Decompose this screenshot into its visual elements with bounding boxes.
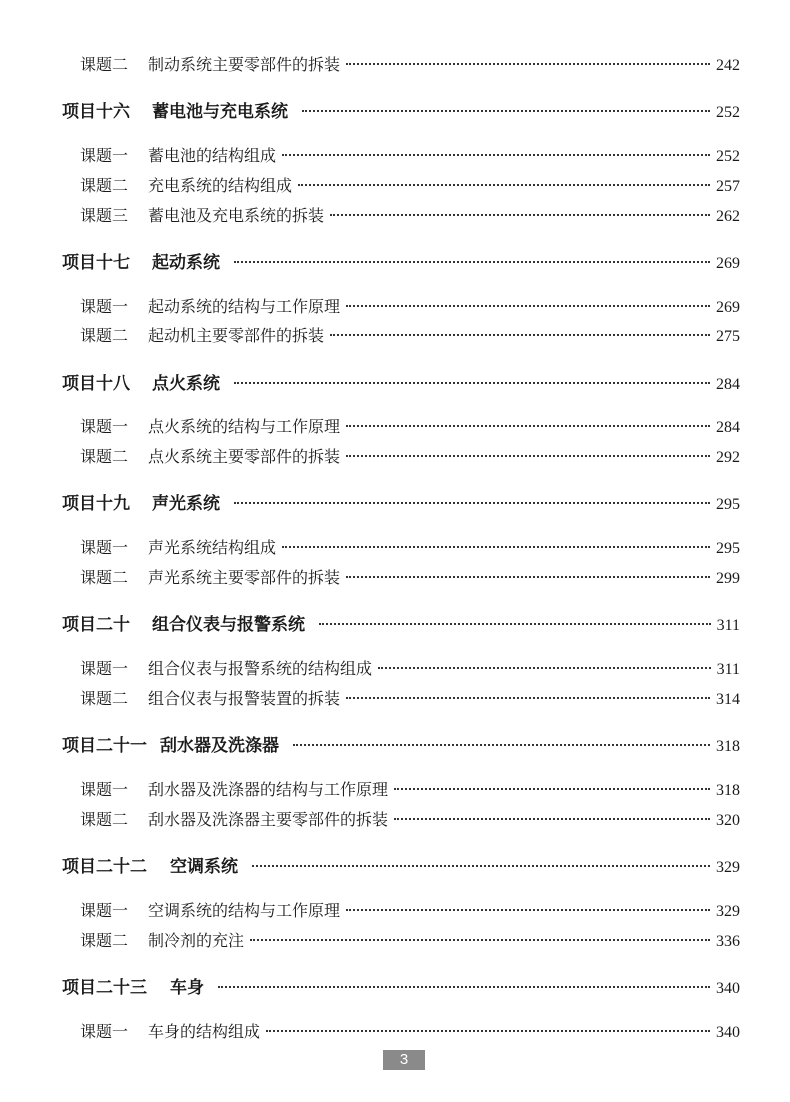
entry-title: 点火系统主要零部件的拆装 (148, 447, 341, 466)
project-title: 组合仪表与报警系统 (152, 615, 305, 635)
project-label: 项目二十二 (62, 857, 147, 877)
project-title: 起动系统 (152, 253, 220, 273)
entry-label: 课题二 (80, 931, 129, 950)
project-title: 点火系统 (152, 374, 220, 394)
entry-label: 课题一 (80, 659, 129, 678)
toc-entry[interactable] (80, 294, 740, 317)
project-label: 项目十九 (62, 494, 130, 514)
entry-page-number: 269 (716, 299, 740, 316)
dot-leader (394, 818, 710, 820)
toc-entry[interactable] (80, 928, 740, 951)
entry-title: 组合仪表与报警系统的结构组成 (148, 659, 373, 678)
entry-page-number: 336 (716, 933, 740, 950)
entry-page-number: 257 (716, 178, 740, 195)
toc-project-heading[interactable] (62, 610, 740, 635)
dot-leader (282, 154, 710, 156)
toc-project-heading[interactable] (62, 852, 740, 877)
dot-leader (346, 305, 710, 307)
project-label: 项目十六 (62, 102, 130, 122)
project-label: 项目二十一 (62, 736, 147, 756)
toc-entry[interactable] (80, 535, 740, 558)
dot-leader (293, 744, 710, 746)
entry-label: 课题三 (80, 206, 129, 225)
dot-leader (394, 788, 710, 790)
toc-project-heading[interactable] (62, 731, 740, 756)
footer-page-number: 3 (383, 1050, 425, 1070)
entry-title: 车身的结构组成 (148, 1022, 261, 1041)
toc-project-heading[interactable] (62, 489, 740, 514)
dot-leader (346, 576, 710, 578)
entry-page-number: 340 (716, 1024, 740, 1041)
dot-leader (319, 623, 711, 625)
entry-page-number: 252 (716, 104, 740, 121)
dot-leader (330, 214, 710, 216)
entry-title: 起动机主要零部件的拆装 (148, 326, 325, 345)
entry-label: 课题一 (80, 901, 129, 920)
entry-title: 充电系统的结构组成 (148, 176, 293, 195)
entry-title: 制动系统主要零部件的拆装 (148, 55, 341, 74)
entry-page-number: 314 (716, 691, 740, 708)
entry-title: 制冷剂的充注 (148, 931, 245, 950)
entry-page-number: 252 (716, 148, 740, 165)
entry-page-number: 318 (716, 782, 740, 799)
entry-title: 蓄电池及充电系统的拆装 (148, 206, 325, 225)
project-label: 项目二十 (62, 615, 130, 635)
entry-label: 课题一 (80, 1022, 129, 1041)
entry-title: 起动系统的结构与工作原理 (148, 297, 341, 316)
entry-title: 蓄电池的结构组成 (148, 146, 277, 165)
dot-leader (378, 667, 711, 669)
entry-label: 课题二 (80, 568, 129, 587)
dot-leader (346, 425, 710, 427)
entry-title: 空调系统的结构与工作原理 (148, 901, 341, 920)
toc-entry[interactable] (80, 656, 740, 679)
toc-entry[interactable] (80, 898, 740, 921)
toc-entry[interactable] (80, 1019, 740, 1042)
toc-entry[interactable] (80, 807, 740, 830)
project-title: 声光系统 (152, 494, 220, 514)
entry-page-number: 269 (716, 255, 740, 272)
dot-leader (218, 986, 710, 988)
project-label: 项目十八 (62, 374, 130, 394)
dot-leader (266, 1030, 710, 1032)
toc-project-heading[interactable] (62, 248, 740, 273)
toc-project-heading[interactable] (62, 369, 740, 394)
toc-entry[interactable] (80, 203, 740, 226)
entry-page-number: 284 (716, 376, 740, 393)
entry-label: 课题一 (80, 297, 129, 316)
entry-page-number: 295 (716, 496, 740, 513)
entry-page-number: 311 (716, 661, 740, 678)
toc-entry[interactable] (80, 444, 740, 467)
dot-leader (298, 184, 710, 186)
toc-entry[interactable] (80, 686, 740, 709)
dot-leader (346, 63, 710, 65)
entry-label: 课题一 (80, 780, 129, 799)
entry-title: 点火系统的结构与工作原理 (148, 417, 341, 436)
project-title: 刮水器及洗涤器 (160, 736, 279, 756)
entry-label: 课题一 (80, 146, 129, 165)
entry-title: 刮水器及洗涤器的结构与工作原理 (148, 780, 389, 799)
toc-entry[interactable] (80, 565, 740, 588)
entry-page-number: 299 (716, 570, 740, 587)
dot-leader (302, 110, 710, 112)
entry-label: 课题一 (80, 538, 129, 557)
dot-leader (250, 939, 710, 941)
entry-label: 课题二 (80, 447, 129, 466)
dot-leader (346, 697, 710, 699)
dot-leader (282, 546, 710, 548)
entry-page-number: 295 (716, 540, 740, 557)
project-title: 蓄电池与充电系统 (152, 102, 288, 122)
entry-page-number: 242 (716, 57, 740, 74)
entry-page-number: 320 (716, 812, 740, 829)
entry-page-number: 329 (716, 859, 740, 876)
project-title: 空调系统 (170, 857, 238, 877)
project-label: 项目二十三 (62, 978, 147, 998)
entry-label: 课题二 (80, 810, 129, 829)
entry-label: 课题一 (80, 417, 129, 436)
dot-leader (234, 502, 710, 504)
toc-project-heading[interactable] (62, 973, 740, 998)
dot-leader (252, 865, 710, 867)
toc-project-heading[interactable] (62, 97, 740, 122)
dot-leader (234, 382, 710, 384)
entry-page-number: 262 (716, 208, 740, 225)
entry-title: 组合仪表与报警装置的拆装 (148, 689, 341, 708)
dot-leader (346, 909, 710, 911)
toc-entry[interactable] (80, 52, 740, 75)
entry-page-number: 292 (716, 449, 740, 466)
entry-page-number: 311 (716, 617, 740, 634)
entry-title: 声光系统主要零部件的拆装 (148, 568, 341, 587)
project-label: 项目十七 (62, 253, 130, 273)
dot-leader (346, 455, 710, 457)
dot-leader (234, 261, 710, 263)
entry-page-number: 329 (716, 903, 740, 920)
toc-entry[interactable] (80, 414, 740, 437)
entry-page-number: 275 (716, 328, 740, 345)
toc-entry[interactable] (80, 777, 740, 800)
toc-entry[interactable] (80, 323, 740, 346)
entry-title: 刮水器及洗涤器主要零部件的拆装 (148, 810, 389, 829)
entry-label: 课题二 (80, 176, 129, 195)
entry-page-number: 284 (716, 419, 740, 436)
entry-label: 课题二 (80, 326, 129, 345)
dot-leader (330, 334, 710, 336)
entry-label: 课题二 (80, 55, 129, 74)
entry-title: 声光系统结构组成 (148, 538, 277, 557)
project-title: 车身 (170, 978, 204, 998)
entry-page-number: 340 (716, 980, 740, 997)
toc-entry[interactable] (80, 143, 740, 166)
entry-label: 课题二 (80, 689, 129, 708)
entry-page-number: 318 (716, 738, 740, 755)
toc-entry[interactable] (80, 173, 740, 196)
